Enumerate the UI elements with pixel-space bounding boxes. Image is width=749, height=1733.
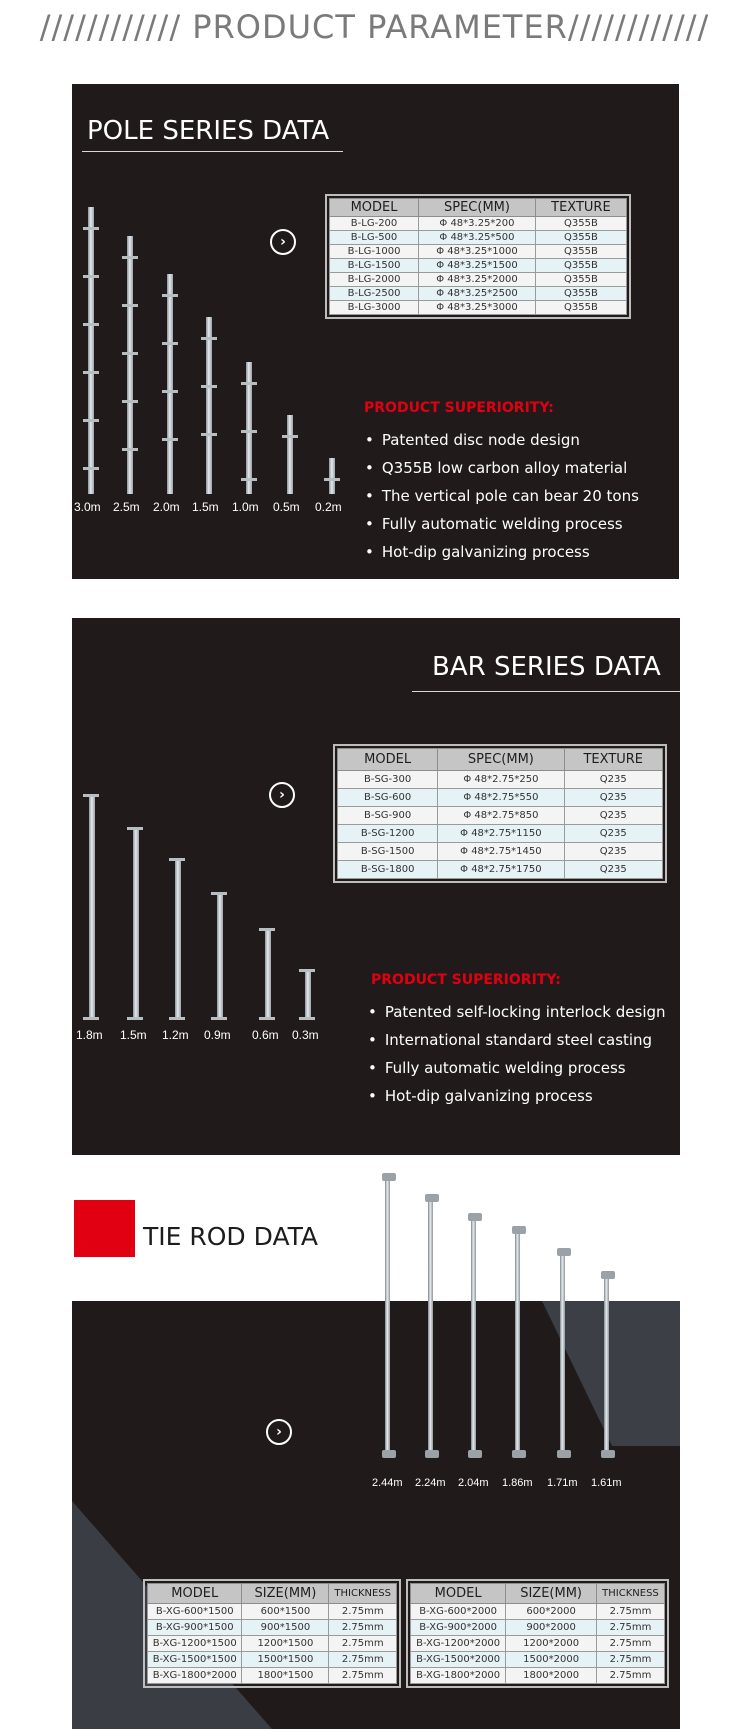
- superiority-item: • The vertical pole can bear 20 tons: [365, 482, 639, 510]
- table-cell: B-SG-900: [338, 807, 438, 825]
- bar-superiority-list: [368, 998, 666, 1110]
- table-cell: 1800*2000: [506, 1668, 597, 1684]
- table-cell: 2.75mm: [596, 1604, 664, 1620]
- table-row: [330, 231, 627, 245]
- pole-disc-node: [162, 390, 178, 393]
- bar-end-clamp: [127, 827, 143, 830]
- table-cell: 1200*1500: [242, 1636, 329, 1652]
- pole-spec-table: [329, 198, 627, 315]
- table-cell: 2.75mm: [596, 1620, 664, 1636]
- bar-end-clamp: [259, 928, 275, 931]
- table-cell: B-SG-1500: [338, 843, 438, 861]
- tie-length-label: 1.61m: [591, 1477, 622, 1489]
- table-column-header: SPEC(MM): [419, 199, 536, 217]
- table-row: [338, 843, 663, 861]
- table-row: [411, 1620, 665, 1636]
- tie-rod-clamp: [468, 1450, 482, 1458]
- pole-disc-node: [282, 435, 298, 438]
- superiority-item: • Fully automatic welding process: [368, 1054, 666, 1082]
- table-cell: 1800*1500: [242, 1668, 329, 1684]
- table-cell: Φ 48*3.25*500: [419, 231, 536, 245]
- table-row: [330, 259, 627, 273]
- pole-length-label: 1.0m: [232, 500, 259, 514]
- pole-superiority-list: [365, 426, 639, 566]
- tie-section-title: TIE ROD DATA: [143, 1222, 319, 1251]
- tie-rod-clamp: [512, 1450, 526, 1458]
- table-row: [330, 287, 627, 301]
- bar-length-label: 0.3m: [292, 1028, 319, 1042]
- table-cell: B-LG-500: [330, 231, 419, 245]
- tie-rod-clamp: [382, 1450, 396, 1458]
- bar-end-clamp: [299, 969, 315, 972]
- table-cell: 2.75mm: [329, 1620, 397, 1636]
- table-cell: Q235: [564, 825, 662, 843]
- table-cell: Q235: [564, 789, 662, 807]
- bar-length-label: 1.2m: [162, 1028, 189, 1042]
- bar-end-clamp: [299, 1017, 315, 1020]
- pole-disc-node: [201, 433, 217, 436]
- table-cell: 600*2000: [506, 1604, 597, 1620]
- table-cell: Q355B: [535, 287, 626, 301]
- tie-length-label: 2.24m: [415, 1477, 446, 1489]
- table-cell: 600*1500: [242, 1604, 329, 1620]
- bar-end-clamp: [169, 1017, 185, 1020]
- table-cell: 900*1500: [242, 1620, 329, 1636]
- superiority-item: • Hot-dip galvanizing process: [368, 1082, 666, 1110]
- table-cell: Q235: [564, 861, 662, 879]
- pole-length-label: 3.0m: [74, 500, 101, 514]
- pole-disc-node: [122, 400, 138, 403]
- table-cell: Q235: [564, 807, 662, 825]
- table-cell: B-LG-1500: [330, 259, 419, 273]
- table-cell: B-SG-1800: [338, 861, 438, 879]
- tie-table-right-header: [411, 1584, 665, 1604]
- table-cell: B-XG-1800*2000: [411, 1668, 506, 1684]
- table-row: [148, 1604, 397, 1620]
- table-row: [330, 217, 627, 231]
- table-cell: 2.75mm: [596, 1668, 664, 1684]
- table-cell: Φ 48*3.25*1000: [419, 245, 536, 259]
- tie-rod-bar: [560, 1250, 565, 1456]
- bar-length-label: 1.8m: [76, 1028, 103, 1042]
- table-cell: 2.75mm: [329, 1668, 397, 1684]
- table-cell: B-LG-3000: [330, 301, 419, 315]
- table-row: [148, 1668, 397, 1684]
- tie-arrow-icon[interactable]: ›: [266, 1419, 292, 1445]
- tie-length-label: 1.71m: [547, 1477, 578, 1489]
- tie-rod-clamp: [512, 1226, 526, 1234]
- table-cell: Q355B: [535, 231, 626, 245]
- pole-disc-node: [83, 371, 99, 374]
- tie-rod-clamp: [557, 1450, 571, 1458]
- table-cell: Q355B: [535, 217, 626, 231]
- table-cell: 2.75mm: [596, 1636, 664, 1652]
- table-cell: Φ 48*2.75*250: [438, 771, 564, 789]
- pole-disc-node: [162, 438, 178, 441]
- tie-table-left-header: [148, 1584, 397, 1604]
- pole-pipe: [206, 317, 212, 494]
- table-cell: 2.75mm: [329, 1636, 397, 1652]
- tie-rod-bar: [604, 1273, 609, 1456]
- table-column-header: SIZE(MM): [506, 1584, 597, 1604]
- table-cell: 2.75mm: [329, 1604, 397, 1620]
- tie-rod-panel: [72, 1301, 680, 1729]
- table-cell: Φ 48*3.25*2000: [419, 273, 536, 287]
- table-cell: Q355B: [535, 273, 626, 287]
- table-cell: B-XG-600*1500: [148, 1604, 242, 1620]
- pole-disc-node: [83, 323, 99, 326]
- tie-length-label: 2.04m: [458, 1477, 489, 1489]
- table-column-header: MODEL: [338, 749, 438, 771]
- bar-end-clamp: [211, 1017, 227, 1020]
- table-column-header: SPEC(MM): [438, 749, 564, 771]
- table-cell: B-XG-1200*1500: [148, 1636, 242, 1652]
- table-row: [330, 245, 627, 259]
- superiority-item: • Patented disc node design: [365, 426, 639, 454]
- table-row: [338, 861, 663, 879]
- pole-length-label: 1.5m: [192, 500, 219, 514]
- table-cell: Φ 48*2.75*850: [438, 807, 564, 825]
- tie-rod-clamp: [601, 1271, 615, 1279]
- tie-rod-bar: [471, 1215, 476, 1456]
- table-column-header: THICKNESS: [596, 1584, 664, 1604]
- pole-pipe: [167, 274, 173, 494]
- table-cell: B-SG-600: [338, 789, 438, 807]
- tie-length-label: 1.86m: [502, 1477, 533, 1489]
- pole-disc-node: [162, 342, 178, 345]
- bar-end-clamp: [127, 1017, 143, 1020]
- superiority-item: • Patented self-locking interlock design: [368, 998, 666, 1026]
- pole-disc-node: [201, 337, 217, 340]
- table-cell: B-XG-900*1500: [148, 1620, 242, 1636]
- pole-section-title: POLE SERIES DATA: [87, 116, 330, 146]
- tie-rod-bar: [385, 1175, 390, 1456]
- table-row: [411, 1652, 665, 1668]
- table-cell: Φ 48*3.25*200: [419, 217, 536, 231]
- table-cell: Φ 48*2.75*1750: [438, 861, 564, 879]
- bar-end-clamp: [169, 858, 185, 861]
- pole-disc-node: [83, 419, 99, 422]
- pole-table-header: [330, 199, 627, 217]
- bar-pipe: [89, 794, 95, 1020]
- table-cell: Φ 48*3.25*1500: [419, 259, 536, 273]
- table-cell: Φ 48*2.75*1150: [438, 825, 564, 843]
- table-cell: B-LG-2000: [330, 273, 419, 287]
- table-column-header: MODEL: [148, 1584, 242, 1604]
- pole-disc-node: [122, 352, 138, 355]
- table-cell: Φ 48*3.25*2500: [419, 287, 536, 301]
- table-row: [411, 1636, 665, 1652]
- bar-end-clamp: [259, 1017, 275, 1020]
- table-cell: Φ 48*2.75*1450: [438, 843, 564, 861]
- bar-length-label: 0.9m: [204, 1028, 231, 1042]
- table-cell: 1500*2000: [506, 1652, 597, 1668]
- pole-pipe: [329, 458, 335, 494]
- table-column-header: SIZE(MM): [242, 1584, 329, 1604]
- bar-title-underline: [412, 691, 680, 692]
- tie-rod-clamp: [425, 1194, 439, 1202]
- table-column-header: TEXTURE: [564, 749, 662, 771]
- pole-disc-node: [201, 385, 217, 388]
- table-column-header: MODEL: [330, 199, 419, 217]
- pole-disc-node: [83, 275, 99, 278]
- table-row: [330, 273, 627, 287]
- table-row: [330, 301, 627, 315]
- bar-length-label: 0.6m: [252, 1028, 279, 1042]
- table-cell: Q355B: [535, 259, 626, 273]
- tie-rod-bar: [515, 1228, 520, 1456]
- pole-disc-node: [122, 448, 138, 451]
- pole-title-underline: [82, 151, 343, 152]
- table-cell: 900*2000: [506, 1620, 597, 1636]
- bar-pipe: [175, 858, 181, 1020]
- tie-rod-clamp: [425, 1450, 439, 1458]
- tie-spec-table-right: [410, 1583, 665, 1684]
- tie-red-square-icon: [74, 1200, 135, 1257]
- pole-length-label: 0.5m: [273, 500, 300, 514]
- pole-length-label: 0.2m: [315, 500, 342, 514]
- table-row: [338, 771, 663, 789]
- table-cell: Q355B: [535, 301, 626, 315]
- table-cell: B-LG-2500: [330, 287, 419, 301]
- tie-spec-table-left: [147, 1583, 397, 1684]
- bar-pipe: [265, 928, 271, 1020]
- table-cell: Q355B: [535, 245, 626, 259]
- table-cell: Q235: [564, 843, 662, 861]
- table-cell: Q235: [564, 771, 662, 789]
- pole-arrow-icon[interactable]: ›: [270, 229, 296, 255]
- pole-disc-node: [83, 467, 99, 470]
- table-cell: B-XG-1500*1500: [148, 1652, 242, 1668]
- table-row: [411, 1604, 665, 1620]
- table-cell: B-XG-900*2000: [411, 1620, 506, 1636]
- table-column-header: MODEL: [411, 1584, 506, 1604]
- table-cell: 1200*2000: [506, 1636, 597, 1652]
- pole-pipe: [127, 236, 133, 494]
- bar-end-clamp: [211, 892, 227, 895]
- bar-superiority-title: PRODUCT SUPERIORITY:: [371, 972, 561, 988]
- tie-rod-clamp: [382, 1173, 396, 1181]
- pole-disc-node: [122, 304, 138, 307]
- superiority-item: • Q355B low carbon alloy material: [365, 454, 639, 482]
- bar-table-header: [338, 749, 663, 771]
- table-cell: B-SG-300: [338, 771, 438, 789]
- tie-rod-bar: [428, 1196, 433, 1456]
- bar-pipe: [133, 827, 139, 1020]
- pole-disc-node: [241, 478, 257, 481]
- pole-disc-node: [162, 294, 178, 297]
- tie-rod-clamp: [601, 1450, 615, 1458]
- table-cell: B-XG-1500*2000: [411, 1652, 506, 1668]
- bar-end-clamp: [83, 1017, 99, 1020]
- pole-disc-node: [241, 430, 257, 433]
- table-cell: B-XG-1200*2000: [411, 1636, 506, 1652]
- table-cell: B-LG-200: [330, 217, 419, 231]
- table-cell: 2.75mm: [596, 1652, 664, 1668]
- table-column-header: THICKNESS: [329, 1584, 397, 1604]
- tie-length-label: 2.44m: [372, 1477, 403, 1489]
- bar-end-clamp: [83, 794, 99, 797]
- table-cell: 1500*1500: [242, 1652, 329, 1668]
- superiority-item: • Fully automatic welding process: [365, 510, 639, 538]
- table-cell: B-XG-1800*2000: [148, 1668, 242, 1684]
- bar-spec-table: [337, 748, 663, 879]
- table-cell: Φ 48*2.75*550: [438, 789, 564, 807]
- table-row: [148, 1652, 397, 1668]
- table-row: [338, 789, 663, 807]
- superiority-item: • Hot-dip galvanizing process: [365, 538, 639, 566]
- table-cell: B-XG-600*2000: [411, 1604, 506, 1620]
- table-row: [338, 825, 663, 843]
- table-row: [411, 1668, 665, 1684]
- table-row: [148, 1636, 397, 1652]
- table-cell: Φ 48*3.25*3000: [419, 301, 536, 315]
- table-column-header: TEXTURE: [535, 199, 626, 217]
- pole-disc-node: [122, 256, 138, 259]
- pole-series-panel: [72, 84, 679, 579]
- pole-disc-node: [241, 382, 257, 385]
- table-row: [338, 807, 663, 825]
- bar-pipe: [217, 892, 223, 1020]
- bar-pipe: [305, 969, 311, 1020]
- tie-rod-clamp: [468, 1213, 482, 1221]
- bar-section-title: BAR SERIES DATA: [432, 652, 661, 682]
- table-cell: B-LG-1000: [330, 245, 419, 259]
- pole-pipe: [88, 207, 94, 494]
- table-cell: 2.75mm: [329, 1652, 397, 1668]
- pole-length-label: 2.0m: [153, 500, 180, 514]
- bar-length-label: 1.5m: [120, 1028, 147, 1042]
- pole-disc-node: [324, 478, 340, 481]
- table-row: [148, 1620, 397, 1636]
- table-cell: B-SG-1200: [338, 825, 438, 843]
- bar-arrow-icon[interactable]: ›: [269, 782, 295, 808]
- pole-superiority-title: PRODUCT SUPERIORITY:: [364, 400, 554, 416]
- pole-disc-node: [83, 227, 99, 230]
- page-header-title: //////////// PRODUCT PARAMETER////////////: [39, 8, 710, 46]
- pole-length-label: 2.5m: [113, 500, 140, 514]
- bar-series-panel: [72, 618, 680, 1155]
- tie-rod-clamp: [557, 1248, 571, 1256]
- superiority-item: • International standard steel casting: [368, 1026, 666, 1054]
- pole-pipe: [287, 415, 293, 494]
